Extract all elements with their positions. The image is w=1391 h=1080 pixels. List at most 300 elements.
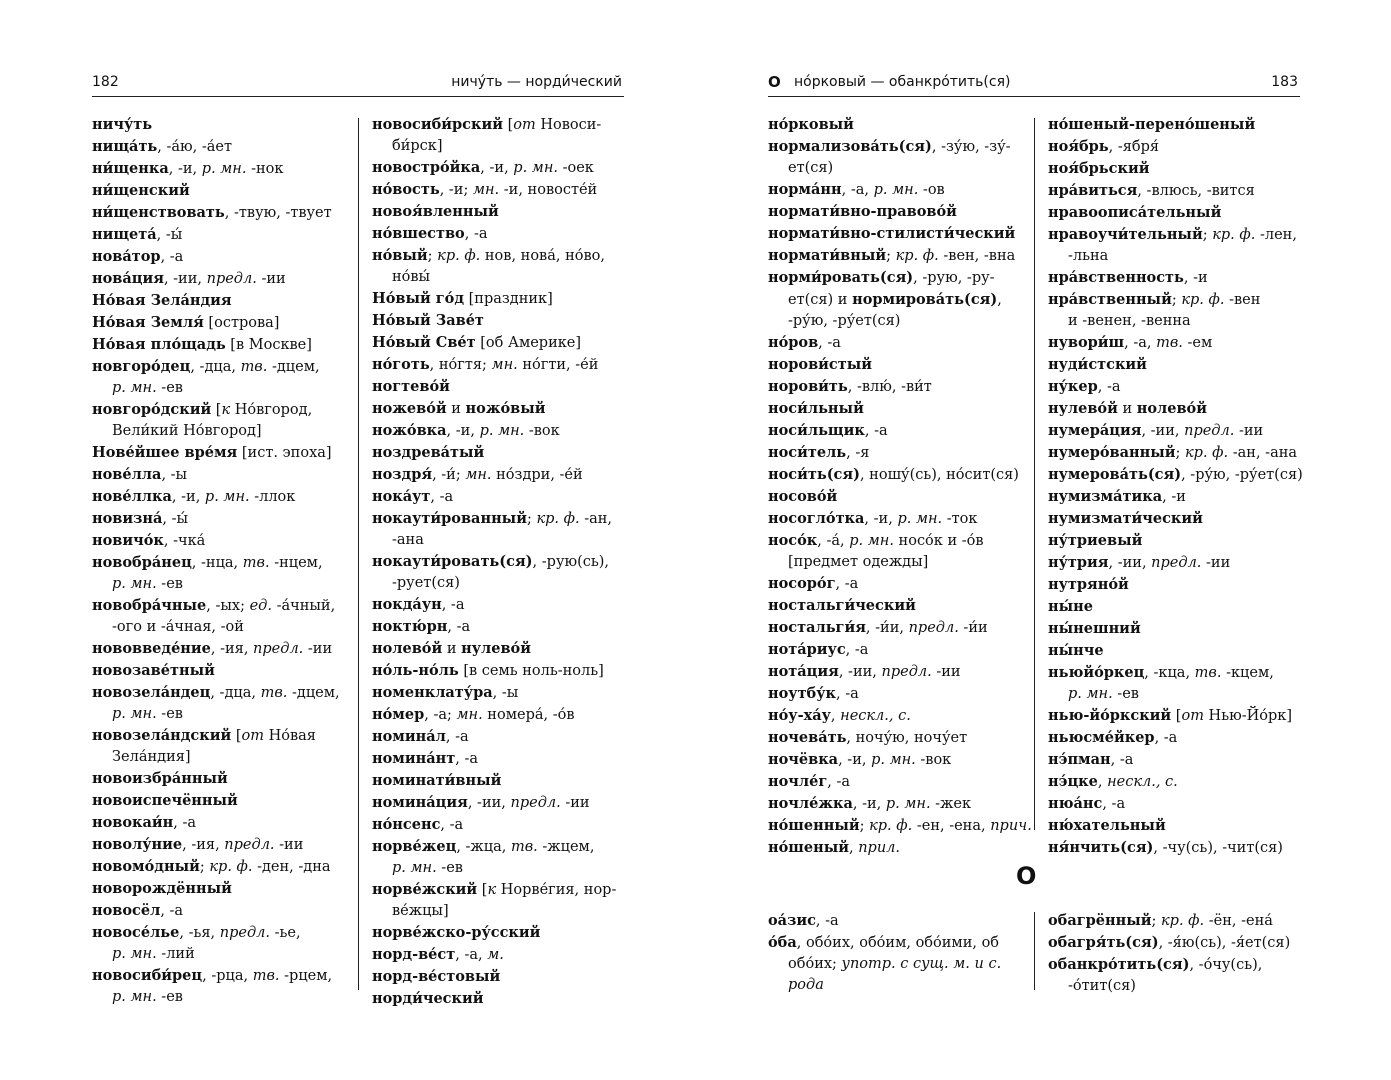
entry-text: , <box>1097 774 1108 790</box>
headword: нюа́нс <box>1048 795 1103 812</box>
headword: ностальги́я <box>768 619 866 636</box>
dictionary-line <box>768 749 1026 771</box>
headword: новгоро́дский <box>92 401 212 418</box>
entry-text: , -а <box>430 489 454 505</box>
dictionary-line <box>92 812 350 834</box>
headword: ни́щенствовать <box>92 204 225 221</box>
entry-text: Но́вгород, <box>230 402 313 418</box>
entry-text: -ов <box>918 182 945 198</box>
dictionary-line <box>92 399 350 421</box>
dictionary-line <box>1048 793 1306 815</box>
entry-text: , -а <box>160 249 184 265</box>
entry-text: номера́, -о́в <box>482 707 575 723</box>
headword: новомо́дный <box>92 858 200 875</box>
dictionary-line <box>1048 640 1306 662</box>
entry-text: -ем <box>1182 335 1213 351</box>
dictionary-line <box>92 595 350 617</box>
grammar-label: кр. ф. <box>869 818 913 834</box>
headword: Но́вая пло́щадь <box>92 336 226 353</box>
dictionary-line <box>768 442 1026 464</box>
entry-text: , -ии, <box>163 271 207 287</box>
entry-text: , -я <box>846 445 870 461</box>
entry-text: [ <box>231 728 242 744</box>
headword: нуди́стский <box>1048 356 1147 373</box>
grammar-label: от <box>1181 708 1204 724</box>
dictionary-line <box>92 704 350 725</box>
entry-text: -рцем, <box>279 968 333 984</box>
headword: новоя́вленный <box>372 203 499 220</box>
dictionary-line <box>1048 464 1306 486</box>
headword: нэ́цке <box>1048 773 1098 790</box>
dictionary-line <box>372 704 630 726</box>
dictionary-line <box>1048 837 1306 859</box>
dictionary-line <box>92 312 350 334</box>
entry-text: -нок <box>246 161 284 177</box>
headword: ножево́й <box>372 400 447 417</box>
dictionary-line <box>768 486 1026 508</box>
grammar-label: тв. <box>252 968 280 984</box>
headword: новосёл <box>92 902 161 919</box>
headword: Но́вая Земля́ <box>92 314 204 331</box>
entry-text: -дцем, <box>267 359 320 375</box>
headword: носи́ть(ся) <box>768 466 860 483</box>
dictionary-line <box>768 508 1026 530</box>
dictionary-line <box>372 288 630 310</box>
dictionary-line <box>92 856 350 878</box>
dictionary-line <box>1048 508 1306 530</box>
dictionary-line <box>1048 932 1290 954</box>
dictionary-line <box>768 932 1001 954</box>
headword: ну́трия <box>1048 554 1109 571</box>
dictionary-column <box>92 114 350 1008</box>
entry-text: , -а <box>1154 730 1178 746</box>
headword: новостро́йка <box>372 159 481 176</box>
headword: но́ров <box>768 334 819 351</box>
entry-text: Нью-Йо́рк] <box>1203 708 1293 724</box>
entry-text: -ев <box>156 380 183 396</box>
dictionary-line <box>768 179 1026 201</box>
entry-text: ет(ся) и <box>788 292 853 308</box>
entry-text: но́вы́ <box>392 269 431 285</box>
dictionary-line <box>768 573 1026 595</box>
dictionary-line <box>1048 376 1306 398</box>
entry-text: , но́гтя; <box>429 357 492 373</box>
entry-text: , -рую, -ру- <box>913 270 995 286</box>
entry-text: -ток <box>942 511 978 527</box>
entry-text: Но́вая <box>263 728 316 744</box>
headword: новобра́чные <box>92 597 207 614</box>
grammar-label: р. мн. <box>112 706 157 722</box>
header-guide-words: ничу́ть — норди́ческий <box>451 74 622 90</box>
headword: о́ба <box>768 934 797 951</box>
dictionary-line <box>372 332 630 354</box>
entry-text: -дцем, <box>287 685 340 701</box>
dictionary-line <box>372 922 630 944</box>
dictionary-line <box>92 356 350 378</box>
headword: нищета́ <box>92 226 157 243</box>
entry-text: , -я́ю(сь), -я́ет(ся) <box>1158 935 1291 951</box>
grammar-label: мн. <box>465 467 492 483</box>
dictionary-line <box>1048 574 1306 596</box>
dictionary-line <box>1048 158 1306 180</box>
entry-text: , -твую, -твует <box>224 205 332 221</box>
dictionary-line <box>1048 976 1290 997</box>
dictionary-line <box>768 837 1026 859</box>
header-letter: О <box>768 73 781 91</box>
entry-text: , -а <box>440 817 464 833</box>
dictionary-line <box>1048 910 1290 932</box>
grammar-label: р. мн. <box>885 796 931 812</box>
grammar-label: тв. <box>240 359 268 375</box>
headword: новолу́ние <box>92 836 183 853</box>
headword: ньюсме́йкер <box>1048 729 1155 746</box>
dictionary-line <box>1048 420 1306 442</box>
grammar-label: предл. <box>510 795 561 811</box>
entry-text: , -а, <box>1124 335 1157 351</box>
dictionary-line <box>372 770 630 792</box>
dictionary-line <box>372 594 630 616</box>
grammar-label: мн. <box>472 182 500 198</box>
dictionary-line <box>768 705 1026 727</box>
dictionary-line <box>768 617 1026 639</box>
headword: ночева́ть <box>768 729 847 746</box>
dictionary-line <box>1048 136 1306 158</box>
headword: ня́нчить(ся) <box>1048 839 1154 856</box>
headword: нове́ллка <box>92 488 172 505</box>
entry-text: -льна <box>1068 248 1109 264</box>
grammar-label: прич. <box>990 818 1032 834</box>
entry-text: [острова] <box>203 315 280 331</box>
grammar-label: р. мн. <box>871 752 916 768</box>
headword: носогло́тка <box>768 510 865 527</box>
entry-text: , -дца, <box>190 359 241 375</box>
dictionary-line <box>768 639 1026 661</box>
entry-text: , -и, <box>852 796 886 812</box>
headword: но́шенный <box>768 817 860 834</box>
headword: ну́триевый <box>1048 532 1143 549</box>
dictionary-line <box>768 136 1026 158</box>
dictionary-line <box>768 420 1026 442</box>
entry-text: -ии <box>256 271 286 287</box>
headword: ны́нче <box>1048 642 1104 659</box>
headword: нумизмати́ческий <box>1048 510 1203 527</box>
entry-text: , -ии, <box>1141 423 1185 439</box>
grammar-label: р. мн. <box>392 860 437 876</box>
entry-text: -ии <box>1201 555 1231 571</box>
grammar-label: кр. ф. <box>1181 292 1225 308</box>
headword: нолево́й <box>372 640 443 657</box>
entry-text: -вок <box>915 752 952 768</box>
dictionary-line <box>372 376 630 398</box>
entry-text: ; <box>1171 292 1182 308</box>
entry-text: , -а́, <box>817 533 850 549</box>
headword: новизна́ <box>92 510 163 527</box>
dictionary-line <box>768 267 1026 289</box>
entry-text: , -ии, <box>467 795 511 811</box>
entry-text: но́гти, -е́й <box>517 357 599 373</box>
headword: номинати́вный <box>372 772 502 789</box>
entry-text: , -а <box>160 903 184 919</box>
headword: новозаве́тный <box>92 662 215 679</box>
entry-text: , -и, <box>171 489 205 505</box>
headword: ноя́брьский <box>1048 160 1150 177</box>
entry-text: -нцем, <box>269 555 323 571</box>
dictionary-line <box>372 464 630 486</box>
grammar-label: употр. с сущ. м. и с. <box>841 956 1002 972</box>
dictionary-line <box>768 727 1026 749</box>
grammar-label: к <box>487 882 497 898</box>
entry-text: , <box>849 840 859 856</box>
grammar-label: предл. <box>908 620 959 636</box>
dictionary-line <box>768 595 1026 617</box>
grammar-label: предл. <box>253 641 304 657</box>
dictionary-line <box>1048 442 1306 464</box>
headword: норве́жец <box>372 838 457 855</box>
entry-text: , -ября́ <box>1108 139 1160 155</box>
dictionary-line <box>1048 662 1306 684</box>
headword: ноздрева́тый <box>372 444 485 461</box>
dictionary-line <box>372 508 630 530</box>
dictionary-line <box>92 486 350 508</box>
headword: нувори́ш <box>1048 334 1125 351</box>
headword: но́готь <box>372 356 430 373</box>
entry-text: , обо́их, обо́им, обо́ими, об <box>796 935 1000 951</box>
column-divider <box>358 118 359 990</box>
dictionary-line <box>768 954 1001 975</box>
page-number: 182 <box>92 74 119 90</box>
entry-text: -вок <box>524 423 560 439</box>
entry-text: -ии <box>1234 423 1264 439</box>
dictionary-line <box>92 682 350 704</box>
grammar-label: тв. <box>1194 665 1222 681</box>
entry-text: -и, новосте́й <box>499 182 598 198</box>
dictionary-line <box>372 267 630 288</box>
headword: ночле́г <box>768 773 828 790</box>
dictionary-line <box>92 900 350 922</box>
entry-text: , -жца, <box>456 839 511 855</box>
headword: норд-ве́ст <box>372 946 456 963</box>
entry-text: -ев <box>1112 686 1139 702</box>
dictionary-line <box>768 376 1026 398</box>
grammar-label: р. мн. <box>112 576 157 592</box>
entry-text: , -чу(сь), -чит(ся) <box>1153 840 1283 856</box>
dictionary-line <box>92 158 350 180</box>
entry-text: , -ии, <box>838 664 882 680</box>
headword: норови́ть <box>768 378 848 395</box>
dictionary-line <box>768 158 1026 179</box>
dictionary-line <box>768 114 1026 136</box>
headword: нумизма́тика <box>1048 488 1163 505</box>
dictionary-line <box>372 792 630 814</box>
grammar-label: кр. ф. <box>209 859 253 875</box>
entry-text: , -и́и, <box>865 620 909 636</box>
headword: носово́й <box>768 488 838 505</box>
dictionary-line <box>768 975 1001 996</box>
dictionary-line <box>92 334 350 356</box>
left-page-header <box>92 72 624 97</box>
headword: номина́ция <box>372 794 468 811</box>
headword: нокда́ун <box>372 596 442 613</box>
entry-text: , -а <box>445 729 469 745</box>
grammar-label: от <box>513 117 536 133</box>
grammar-label: тв. <box>260 685 288 701</box>
dictionary-column <box>768 910 1001 996</box>
headword: нравоописа́тельный <box>1048 204 1222 221</box>
entry-text: , -а <box>845 642 869 658</box>
headword: нра́вственность <box>1048 269 1184 286</box>
headword: ны́не <box>1048 598 1093 615</box>
entry-text: [в Москве] <box>225 337 312 353</box>
headword: ньюйо́ркец <box>1048 664 1145 681</box>
headword: нововведе́ние <box>92 640 211 657</box>
dictionary-line <box>372 442 630 464</box>
headword: номенклату́ра <box>372 684 493 701</box>
entry-text: Вели́кий Но́вгород] <box>112 423 262 439</box>
grammar-label: кр. ф. <box>1185 445 1229 461</box>
entry-text: [ <box>503 117 514 133</box>
headword: Но́вый Све́т <box>372 334 476 351</box>
dictionary-line <box>372 836 630 858</box>
grammar-label: р. мн. <box>112 380 157 396</box>
headword: ны́нешний <box>1048 620 1141 637</box>
headword: нра́вственный <box>1048 291 1172 308</box>
entry-text: -лен, <box>1255 227 1297 243</box>
headword: но́нсенс <box>372 816 441 833</box>
dictionary-line <box>372 616 630 638</box>
page-number: 183 <box>1271 74 1298 90</box>
dictionary-line <box>92 944 350 965</box>
entry-text: , <box>997 292 1002 308</box>
headword: нулево́й <box>1048 400 1118 417</box>
entry-text: , -и, <box>480 160 514 176</box>
dictionary-line <box>768 464 1026 486</box>
headword: но́шеный-перено́шеный <box>1048 116 1256 133</box>
entry-text: -вен, -вна <box>938 248 1016 264</box>
grammar-label: кр. ф. <box>437 248 481 264</box>
headword: новокаи́н <box>92 814 174 831</box>
headword: ничу́ть <box>92 116 153 133</box>
entry-text: , -влю́, -ви́т <box>847 379 932 395</box>
headword: нова́тор <box>92 248 161 265</box>
headword: нормализова́ть(ся) <box>768 138 932 155</box>
headword: Нове́йшее вре́мя <box>92 444 238 461</box>
entry-text: [ <box>477 882 488 898</box>
entry-text: и <box>442 641 462 657</box>
headword: новоиспечённый <box>92 792 238 809</box>
entry-text: ; <box>886 248 896 264</box>
dictionary-column <box>372 114 630 1010</box>
dictionary-line <box>372 966 630 988</box>
entry-text: , -ы <box>492 685 519 701</box>
dictionary-line <box>372 136 630 157</box>
headword: но́рковый <box>768 116 854 133</box>
dictionary-line <box>1048 486 1306 508</box>
dictionary-line <box>92 965 350 987</box>
dictionary-line <box>372 879 630 901</box>
grammar-label: рода <box>788 977 824 993</box>
dictionary-line <box>1048 224 1306 246</box>
entry-text: , -и <box>1162 489 1186 505</box>
grammar-label: мн. <box>491 357 518 373</box>
headword: новозела́ндский <box>92 727 232 744</box>
dictionary-line <box>92 290 350 312</box>
grammar-label: предл. <box>1151 555 1202 571</box>
grammar-label: кр. ф. <box>1161 913 1205 929</box>
headword: норми́ровать(ся) <box>768 269 914 286</box>
entry-text: -жцем, <box>537 839 595 855</box>
headword: обанкро́тить(ся) <box>1048 956 1190 973</box>
headword: ни́щенский <box>92 182 190 199</box>
headword: ностальги́ческий <box>768 597 916 614</box>
headword: норд-ве́стовый <box>372 968 501 985</box>
dictionary-column <box>1048 114 1306 859</box>
dictionary-line <box>768 771 1026 793</box>
headword: нова́ция <box>92 270 164 287</box>
entry-text: -оек <box>557 160 594 176</box>
headword: нока́ут <box>372 488 431 505</box>
dictionary-line <box>92 725 350 747</box>
entry-text: , -дца, <box>210 685 261 701</box>
dictionary-line <box>1048 954 1290 976</box>
grammar-label: от <box>241 728 264 744</box>
dictionary-line <box>372 901 630 922</box>
entry-text: , -а <box>864 423 888 439</box>
entry-text: носо́к и -о́в <box>893 533 984 549</box>
entry-text: Новоси- <box>535 117 602 133</box>
dictionary-line <box>372 223 630 245</box>
entry-text: , -влюсь, -вится <box>1137 183 1255 199</box>
entry-text: -ден, -дна <box>252 859 331 875</box>
entry-text: -ев <box>156 576 183 592</box>
entry-text: , -и, <box>446 423 480 439</box>
entry-text: ; <box>199 859 210 875</box>
dictionary-line <box>768 311 1026 332</box>
headword: новоизбра́нный <box>92 770 228 787</box>
headword: ноктю́рн <box>372 618 448 635</box>
headword: носи́льный <box>768 400 864 417</box>
headword: нове́лла <box>92 466 162 483</box>
column-divider <box>1034 118 1035 830</box>
entry-text: нов, нова́, но́во, <box>480 248 605 264</box>
entry-text: -и́и <box>958 620 988 636</box>
dictionary-line <box>372 682 630 704</box>
entry-text: ; <box>427 248 438 264</box>
entry-text: -кцем, <box>1221 665 1274 681</box>
headword: но́ль-но́ль <box>372 662 459 679</box>
dictionary-line <box>92 922 350 944</box>
dictionary-line <box>92 378 350 399</box>
entry-text: -ого и -а́чная, -ой <box>112 619 244 635</box>
headword: нормати́вный <box>768 247 887 264</box>
dictionary-line <box>768 661 1026 683</box>
entry-text: -ье, <box>270 925 301 941</box>
headword: Но́вый го́д <box>372 290 465 307</box>
grammar-label: р. мн. <box>479 423 525 439</box>
dictionary-line <box>1048 114 1306 136</box>
dictionary-line <box>372 858 630 879</box>
entry-text: -ии <box>931 664 961 680</box>
entry-text: , -а <box>1097 379 1121 395</box>
entry-text: , -а <box>1110 752 1134 768</box>
dictionary-line <box>92 790 350 812</box>
entry-text: , -ья, <box>179 925 220 941</box>
dictionary-line <box>1048 618 1306 640</box>
entry-text: , -а <box>818 335 841 351</box>
headword: нулево́й <box>461 640 531 657</box>
grammar-label: предл. <box>224 837 275 853</box>
dictionary-line <box>372 157 630 179</box>
entry-text: -ен, -ена, <box>912 818 991 834</box>
